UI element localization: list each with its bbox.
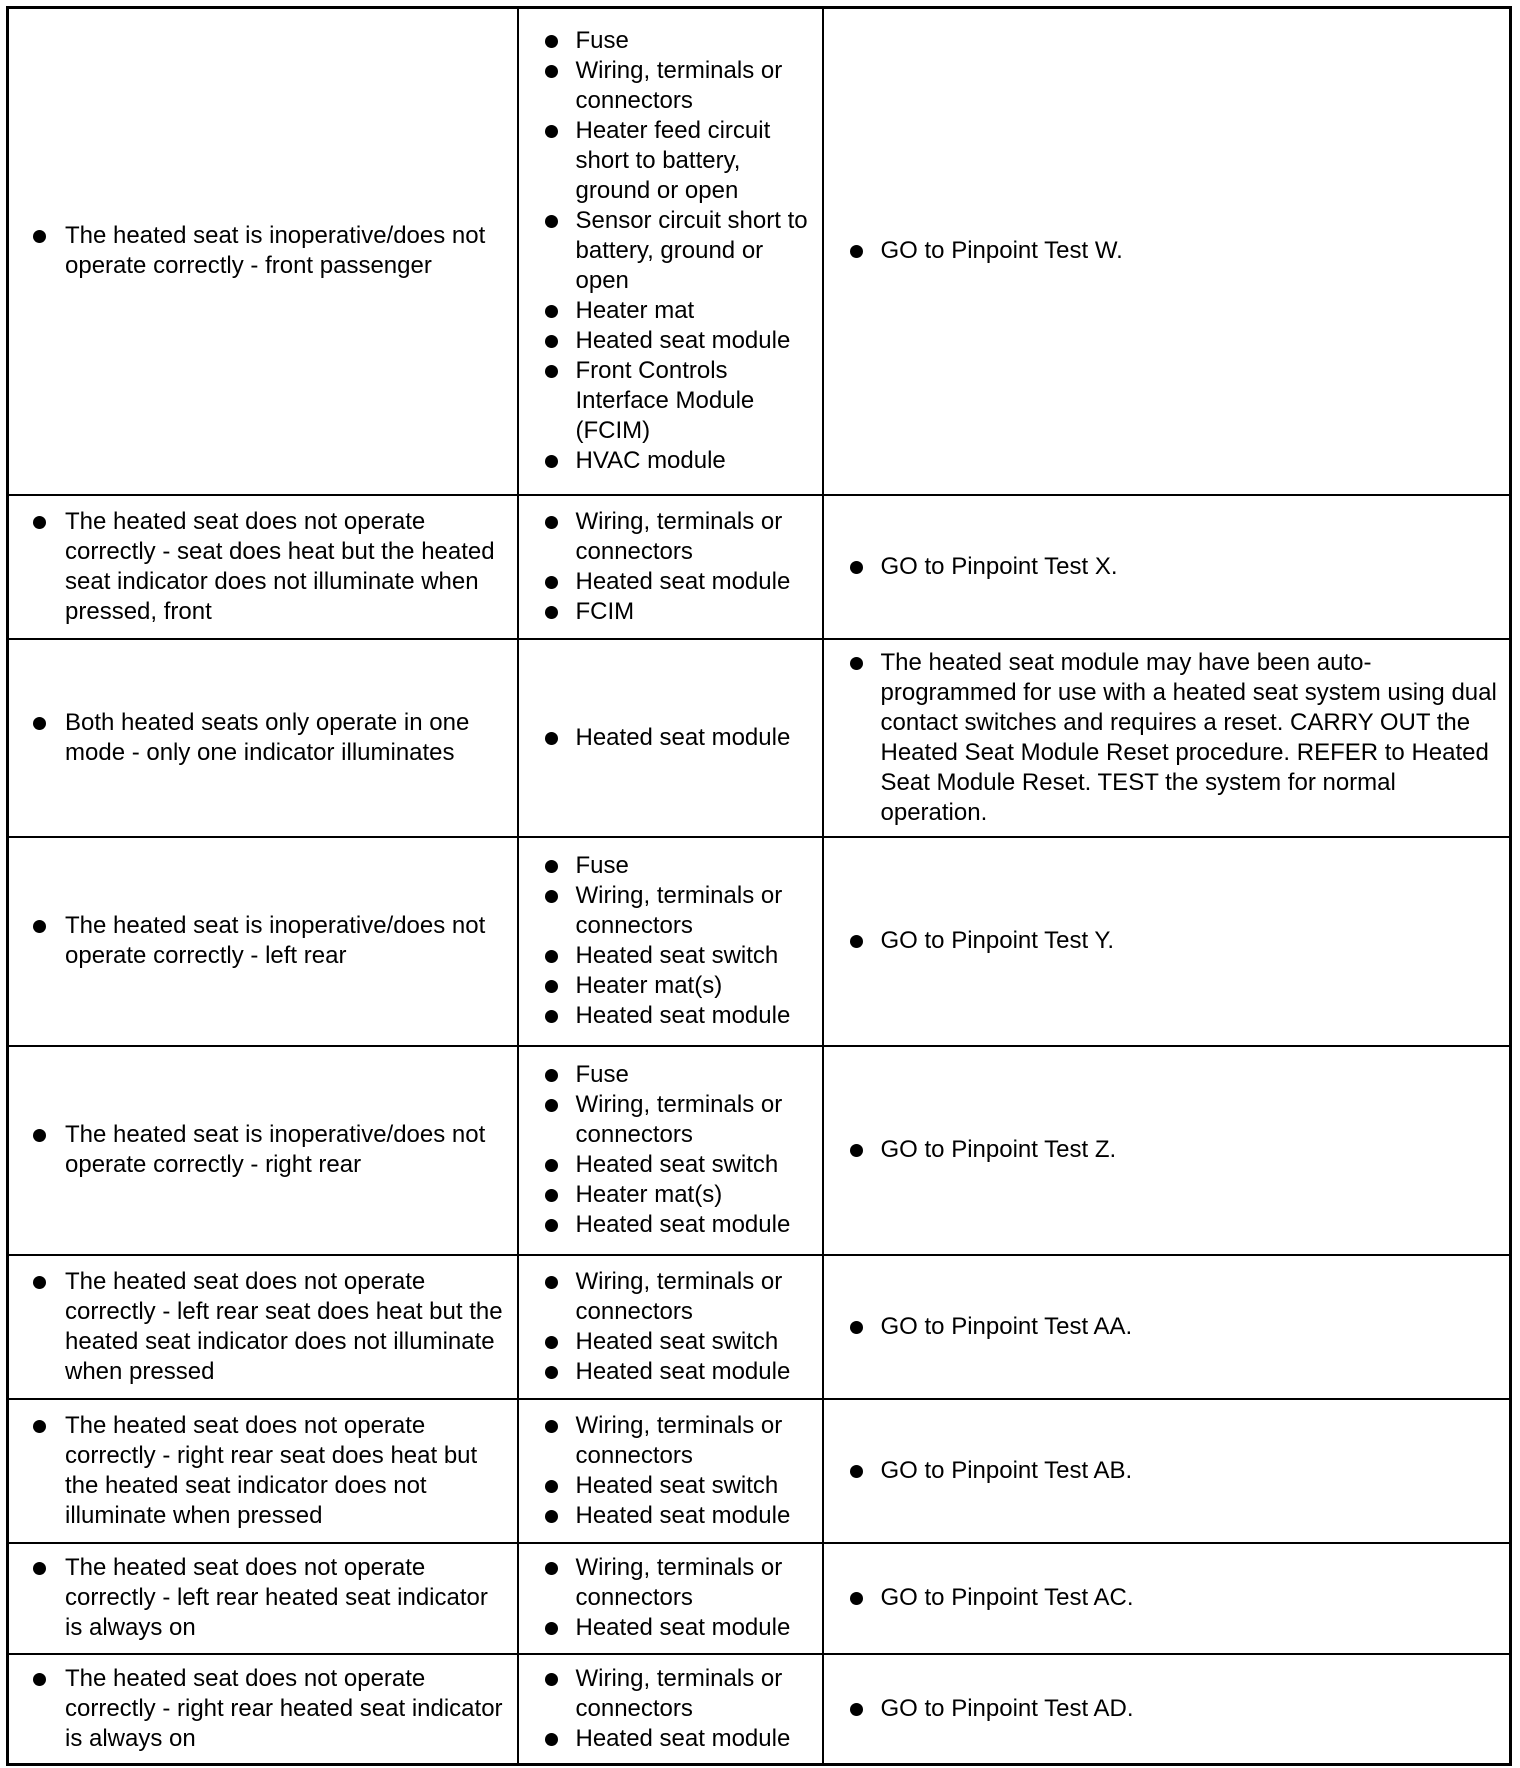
cause-item: Wiring, terminals or connectors — [519, 1664, 822, 1724]
cause-item: Heated seat switch — [519, 1327, 822, 1357]
possible-source-cell — [518, 1046, 823, 1255]
cause-item: Wiring, terminals or connectors — [519, 56, 822, 116]
document-page — [6, 6, 1512, 1766]
condition-text: The heated seat is inoperative/does not operate correctly - right rear — [9, 1120, 517, 1180]
possible-source-cell — [518, 1654, 823, 1765]
action-text: GO to Pinpoint Test Y. — [824, 926, 1510, 956]
action-cell — [823, 639, 1511, 837]
table-row — [8, 837, 1511, 1046]
condition-cell — [8, 1654, 518, 1765]
cause-item: Wiring, terminals or connectors — [519, 881, 822, 941]
condition-text: Both heated seats only operate in one mode - only one indicator illuminates — [9, 708, 517, 768]
cause-item: Heater mat(s) — [519, 1180, 822, 1210]
cause-item: Wiring, terminals or connectors — [519, 1411, 822, 1471]
cause-item: Wiring, terminals or connectors — [519, 507, 822, 567]
cause-item: Wiring, terminals or connectors — [519, 1090, 822, 1150]
cause-item: Heated seat module — [519, 1210, 822, 1240]
table-row — [8, 495, 1511, 639]
cause-item: Heated seat module — [519, 567, 822, 597]
action-cell — [823, 495, 1511, 639]
action-cell — [823, 1399, 1511, 1543]
action-text: GO to Pinpoint Test X. — [824, 552, 1510, 582]
cause-item: Fuse — [519, 26, 822, 56]
cause-item: Heated seat module — [519, 1501, 822, 1531]
condition-cell — [8, 1399, 518, 1543]
cause-item: Heated seat switch — [519, 1471, 822, 1501]
table-row — [8, 1255, 1511, 1399]
condition-text: The heated seat does not operate correctly - right rear heated seat indicator is always on — [9, 1664, 517, 1754]
possible-source-cell — [518, 1255, 823, 1399]
table-row — [8, 1654, 1511, 1765]
possible-source-cell — [518, 8, 823, 495]
cause-item: Heated seat module — [519, 1001, 822, 1031]
condition-text: The heated seat does not operate correctly - left rear seat does heat but the heated seat indicator does not illuminate when pressed — [9, 1267, 517, 1387]
condition-cell — [8, 8, 518, 495]
condition-cell — [8, 639, 518, 837]
cause-item: Heated seat module — [519, 723, 822, 753]
action-text: The heated seat module may have been auto-programmed for use with a heated seat system using dual contact switches and requires a reset. CARRY OUT the Heated Seat Module Reset procedure. REFER to Heated Seat Module Reset. TEST the system for normal operation. — [824, 648, 1510, 828]
action-text: GO to Pinpoint Test AA. — [824, 1312, 1510, 1342]
condition-text: The heated seat does not operate correctly - left rear heated seat indicator is always on — [9, 1553, 517, 1643]
cause-item: Heater feed circuit short to battery, ground or open — [519, 116, 822, 206]
cause-item: Heated seat switch — [519, 941, 822, 971]
table-row — [8, 639, 1511, 837]
condition-cell — [8, 1046, 518, 1255]
possible-source-cell — [518, 1543, 823, 1654]
cause-item: FCIM — [519, 597, 822, 627]
possible-source-cell — [518, 1399, 823, 1543]
condition-text: The heated seat does not operate correctly - right rear seat does heat but the heated seat indicator does not illuminate when pressed — [9, 1411, 517, 1531]
possible-source-cell — [518, 495, 823, 639]
condition-text: The heated seat is inoperative/does not operate correctly - front passenger — [9, 221, 517, 281]
symptom-chart-table — [6, 6, 1512, 1766]
cause-item: Heater mat — [519, 296, 822, 326]
action-cell — [823, 837, 1511, 1046]
action-text: GO to Pinpoint Test AD. — [824, 1694, 1510, 1724]
action-cell — [823, 1654, 1511, 1765]
cause-item: Fuse — [519, 1060, 822, 1090]
condition-cell — [8, 1543, 518, 1654]
action-text: GO to Pinpoint Test W. — [824, 236, 1510, 266]
condition-text: The heated seat is inoperative/does not operate correctly - left rear — [9, 911, 517, 971]
possible-source-cell — [518, 837, 823, 1046]
cause-item: HVAC module — [519, 446, 822, 476]
cause-item: Heater mat(s) — [519, 971, 822, 1001]
condition-cell — [8, 1255, 518, 1399]
cause-item: Wiring, terminals or connectors — [519, 1553, 822, 1613]
action-text: GO to Pinpoint Test AC. — [824, 1583, 1510, 1613]
condition-text: The heated seat does not operate correctly - seat does heat but the heated seat indicator does not illuminate when pressed, front — [9, 507, 517, 627]
cause-item: Sensor circuit short to battery, ground or open — [519, 206, 822, 296]
table-row — [8, 8, 1511, 495]
cause-item: Heated seat switch — [519, 1150, 822, 1180]
action-cell — [823, 1046, 1511, 1255]
cause-item: Heated seat module — [519, 1613, 822, 1643]
cause-item: Heated seat module — [519, 326, 822, 356]
cause-item: Wiring, terminals or connectors — [519, 1267, 822, 1327]
condition-cell — [8, 495, 518, 639]
cause-item: Front Controls Interface Module (FCIM) — [519, 356, 822, 446]
table-row — [8, 1543, 1511, 1654]
action-cell — [823, 8, 1511, 495]
cause-item: Heated seat module — [519, 1357, 822, 1387]
condition-cell — [8, 837, 518, 1046]
table-row — [8, 1046, 1511, 1255]
cause-item: Heated seat module — [519, 1724, 822, 1754]
table-row — [8, 1399, 1511, 1543]
possible-source-cell — [518, 639, 823, 837]
action-cell — [823, 1255, 1511, 1399]
cause-item: Fuse — [519, 851, 822, 881]
action-text: GO to Pinpoint Test Z. — [824, 1135, 1510, 1165]
action-cell — [823, 1543, 1511, 1654]
action-text: GO to Pinpoint Test AB. — [824, 1456, 1510, 1486]
